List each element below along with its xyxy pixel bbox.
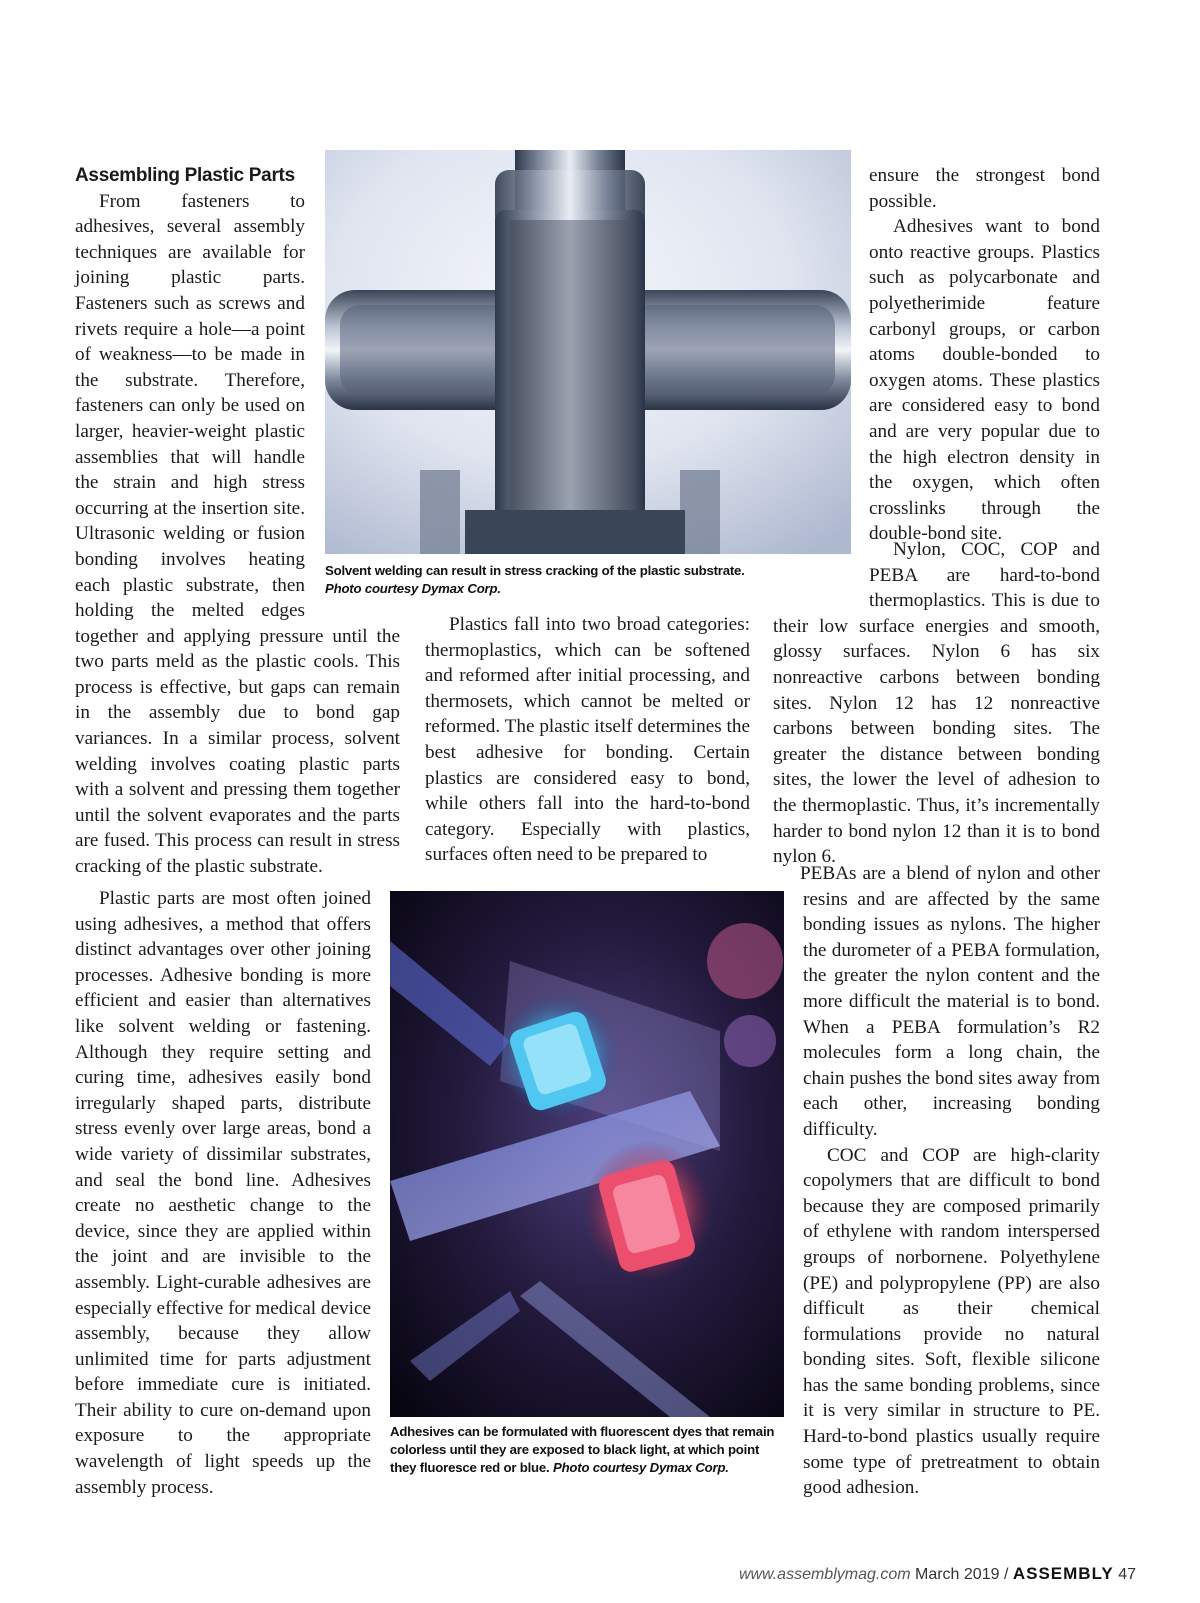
column-2 — [425, 612, 750, 868]
footer-issue: March 2019 / — [915, 1566, 1009, 1583]
bottom-photo-caption — [390, 1423, 780, 1477]
plastic-connector-illustration — [325, 150, 851, 554]
col3-paragraph-1: ensure the strongest bond possible. — [869, 165, 1100, 212]
col2-paragraph-1: Plastics fall into two broad categories: thermoplastics, which can be softened and reformed after initial processing, and thermosets, which cannot be melted or reformed. The plastic itself determines the best adhesive for bonding. Certain plastics are considered easy to bond, while others fall into the hard-to-bond category. Especially with plastics, surfaces often need to be prepared to — [425, 614, 750, 866]
column-1-lower — [75, 886, 371, 1500]
col1-float-spacer — [305, 189, 400, 624]
col3-paragraph-3: Nylon, COC, COP and PEBA are hard-to-bond thermoplastics. This is due to their low surface energies and smooth, glossy surfaces. Nylon 6 has six nonreactive carbons between bonding sites. Nylon 12 has 12 nonreactive carbons between bonding sites. The greater the distance between bonding sites, the lower the level of adhesion to the thermoplastic. Thus, it’s incrementally harder to bond nylon 12 than it is to bond nylon 6. — [773, 539, 1100, 868]
column-1 — [75, 163, 400, 880]
column-3-lower — [800, 861, 1100, 1501]
footer-brand: ASSEMBLY — [1012, 1564, 1114, 1583]
footer-url[interactable]: www.assemblymag.com — [738, 1566, 911, 1583]
bottom-caption-credit: Photo courtesy Dymax Corp. — [552, 1460, 729, 1475]
col3-paragraph-5: COC and COP are high-clarity copolymers that are difficult to bond because they are composed primarily of ethylene with random interspersed groups of norbornene. Polyethylene (PE) and polypropylene (PP) are also difficult as their chemical formulations provide no natural bonding sites. Soft, flexible silicone has the same bonding problems, since it is very similar in structure to PE. Hard-to-bond plastics usually require some type of pretreatment to obtain good adhesion. — [803, 1144, 1100, 1499]
top-caption-credit: Photo courtesy Dymax Corp. — [325, 581, 501, 596]
col3-paragraph-4: PEBAs are a blend of nylon and other resins and are affected by the same bonding issues as nylons. The higher the durometer of a PEBA formulation, the greater the nylon content and the more difficult the material is to bond. When a PEBA formulation’s R2 molecules form a long chain, the chain pushes the bond sites away from each other, increasing bonding difficulty. — [800, 863, 1100, 1140]
top-caption-text: Solvent welding can result in stress cracking of the plastic substrate. — [325, 563, 745, 578]
col1-paragraph-1: From fasteners to adhesives, several assembly techniques are available for joining plastic parts. Fasteners such as screws and rivets require a hole—a point of weakness—to be made in the substrate. Therefore, fasteners can only be used on larger, heavier-weight plastic assemblies that will handle the strain and high stress occurring at the insertion site. Ultrasonic welding or fusion bonding involves heating each plastic substrate, then holding the melted edges together and applying pressure until the two parts meld as the plastic cools. This process is effective, but gaps can remain in the assembly due to bond gap variances. In a similar process, solvent welding involves coating plastic parts with a solvent and pressing them together until the solvent evaporates and the parts are fused. This process can result in stress cracking of the plastic substrate. — [75, 190, 400, 878]
col3-paragraph-2: Adhesives want to bond onto reactive groups. Plastics such as polycarbonate and polyetherimide feature carbonyl groups, or carbon atoms double-bonded to oxygen atoms. These plastics are considered easy to bond and are very popular due to the high electron density in the oxygen, which often crosslinks through the double-bond site. — [869, 216, 1100, 545]
column-3 — [869, 163, 1100, 547]
bottom-caption-text: Adhesives can be formulated with fluorescent dyes that remain colorless until they are exposed to black light, at which point they fluoresce red or blue. — [390, 1424, 775, 1475]
footer-page-number: 47 — [1118, 1566, 1136, 1583]
col1-paragraph-2: Plastic parts are most often joined using adhesives, a method that offers distinct advantages over other joining processes. Adhesive bonding is more efficient and easier than alternatives like solvent welding or fastening. Although they require setting and curing time, adhesives easily bond irregularly shaped parts, distribute stress evenly over large areas, bond a wide variety of dissimilar substrates, and seal the bond line. Adhesives create no aesthetic change to the device, since they are applied within the joint and are invisible to the assembly. Light-curable adhesives are especially effective for medical device assembly, because they allow unlimited time for parts adjustment before immediate cure is initiated. Their ability to cure on-demand upon exposure to the appropriate wavelength of light speeds up the assembly process. — [75, 888, 371, 1498]
column-3-wide — [773, 537, 1100, 870]
page-footer — [739, 1564, 1136, 1584]
solvent-welding-photo — [325, 150, 851, 554]
fluorescent-connector-illustration — [390, 891, 784, 1417]
col3-float-spacer — [773, 537, 869, 612]
fluorescent-adhesive-photo — [390, 891, 784, 1417]
section-heading: Assembling Plastic Parts — [75, 165, 295, 186]
